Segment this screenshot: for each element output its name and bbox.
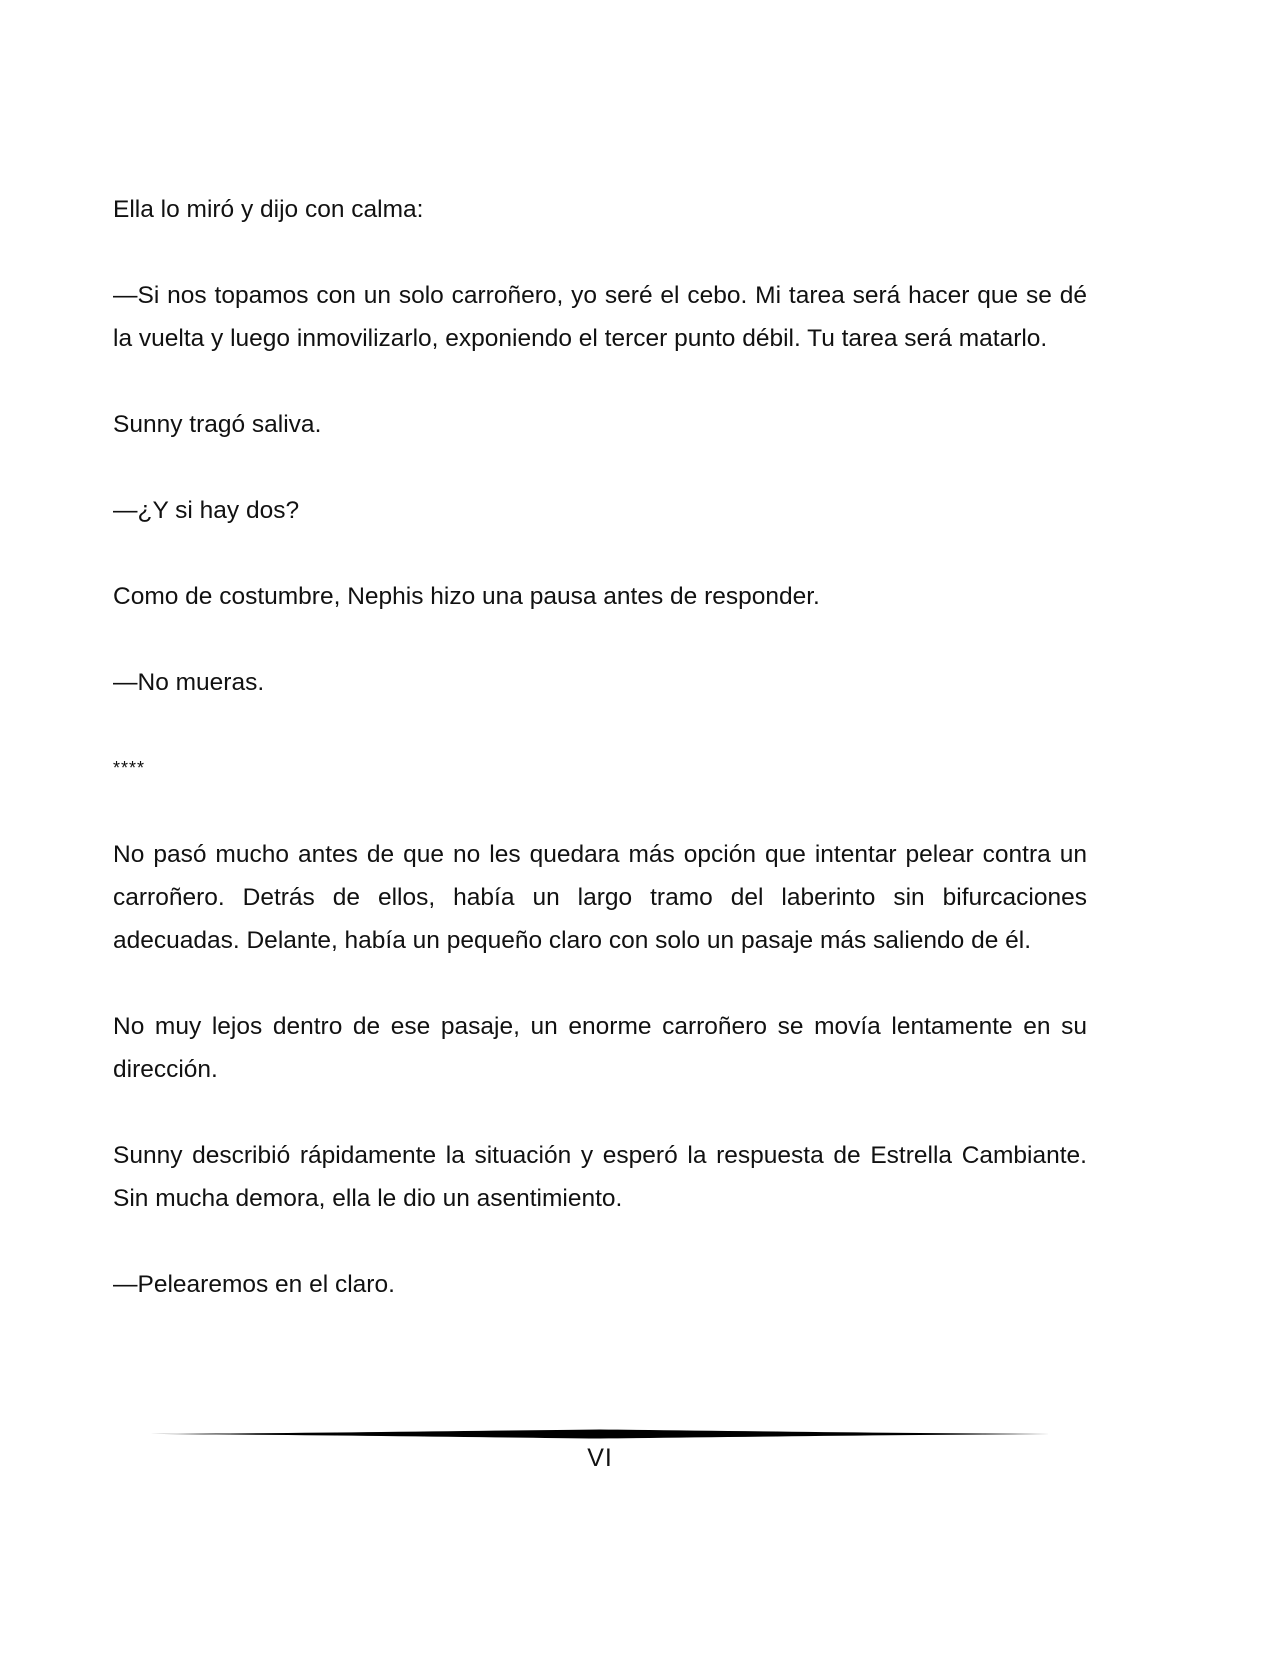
paragraph: Sunny describió rápidamente la situación y esperó la respuesta de Estrella Cambiante. Sin mucha demora, ella le dio un asentimiento. — [113, 1142, 1087, 1212]
paragraph: —No mueras. — [113, 669, 265, 696]
page-number: VI — [587, 1444, 613, 1472]
paragraph: No pasó mucho antes de que no les quedara más opción que intentar pelear contra un carroñero. Detrás de ellos, había un largo tramo del laberinto sin bifurcaciones adecuadas. Delante, había un pequeño claro con solo un pasaje más saliendo de él. — [113, 841, 1087, 954]
paragraph: Sunny tragó saliva. — [113, 411, 322, 438]
footer-rule — [150, 1428, 1050, 1440]
paragraph: Ella lo miró y dijo con calma: — [113, 196, 424, 223]
paragraph: —¿Y si hay dos? — [113, 497, 300, 524]
scene-separator: **** — [113, 758, 146, 778]
paragraph: Como de costumbre, Nephis hizo una pausa antes de responder. — [113, 583, 820, 610]
paragraph: —Si nos topamos con un solo carroñero, yo seré el cebo. Mi tarea será hacer que se dé la vuelta y luego inmovilizarlo, exponiendo el tercer punto débil. Tu tarea será matarlo. — [113, 282, 1087, 352]
paragraph: No muy lejos dentro de ese pasaje, un enorme carroñero se movía lentamente en su dirección. — [113, 1013, 1087, 1083]
paragraph: —Pelearemos en el claro. — [113, 1271, 395, 1298]
page-text — [113, 188, 1087, 1349]
